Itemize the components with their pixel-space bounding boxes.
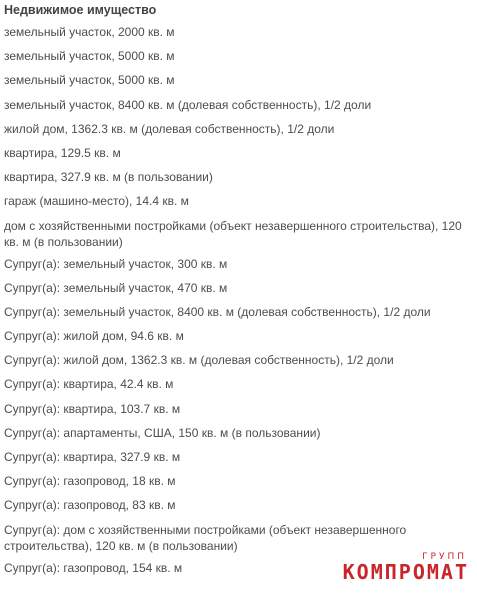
list-item: квартира, 129.5 кв. м (4, 145, 121, 160)
list-item: жилой дом, 1362.3 кв. м (долевая собственность), 1/2 доли (4, 121, 335, 136)
section-heading: Недвижимое имущество (4, 3, 157, 17)
list-item: Супруг(а): газопровод, 83 кв. м (4, 498, 176, 513)
list-item: земельный участок, 5000 кв. м (4, 49, 175, 64)
list-item: Супруг(а): земельный участок, 470 кв. м (4, 280, 228, 295)
list-item: земельный участок, 5000 кв. м (4, 73, 175, 88)
property-list (4, 24, 474, 576)
list-item: Супруг(а): земельный участок, 300 кв. м (4, 256, 228, 271)
list-item: Супруг(а): жилой дом, 94.6 кв. м (4, 329, 184, 344)
list-item: Супруг(а): квартира, 327.9 кв. м (4, 450, 181, 464)
watermark-small-text: ГРУПП (422, 552, 467, 562)
property-section (4, 0, 474, 584)
list-item: Супруг(а): газопровод, 154 кв. м (4, 560, 183, 575)
watermark-logo-text: КОМПРОМАТ (342, 560, 469, 584)
kompromat-watermark (319, 544, 469, 584)
list-item: земельный участок, 8400 кв. м (долевая собственность), 1/2 доли (4, 97, 372, 112)
list-item: квартира, 327.9 кв. м (в пользовании) (4, 170, 213, 185)
list-item: земельный участок, 2000 кв. м (4, 25, 175, 39)
list-item: гараж (машино-место), 14.4 кв. м (4, 194, 189, 209)
list-item: Супруг(а): жилой дом, 1362.3 кв. м (долевая собственность), 1/2 доли (4, 353, 394, 368)
list-item: дом с хозяйственными постройками (объект незавершенного строительства), 120 кв. м (в пользовании) (4, 218, 462, 249)
list-item: Супруг(а): квартира, 42.4 кв. м (4, 377, 174, 392)
list-item: Супруг(а): апартаменты, США, 150 кв. м (в пользовании) (4, 425, 321, 440)
list-item: Супруг(а): дом с хозяйственными постройками (объект незавершенного строительства), 120 кв. м (в пользовании) (4, 522, 407, 553)
list-item: Супруг(а): земельный участок, 8400 кв. м (долевая собственность), 1/2 доли (4, 304, 431, 319)
list-item: Супруг(а): квартира, 103.7 кв. м (4, 401, 181, 416)
list-item: Супруг(а): газопровод, 18 кв. м (4, 474, 176, 489)
